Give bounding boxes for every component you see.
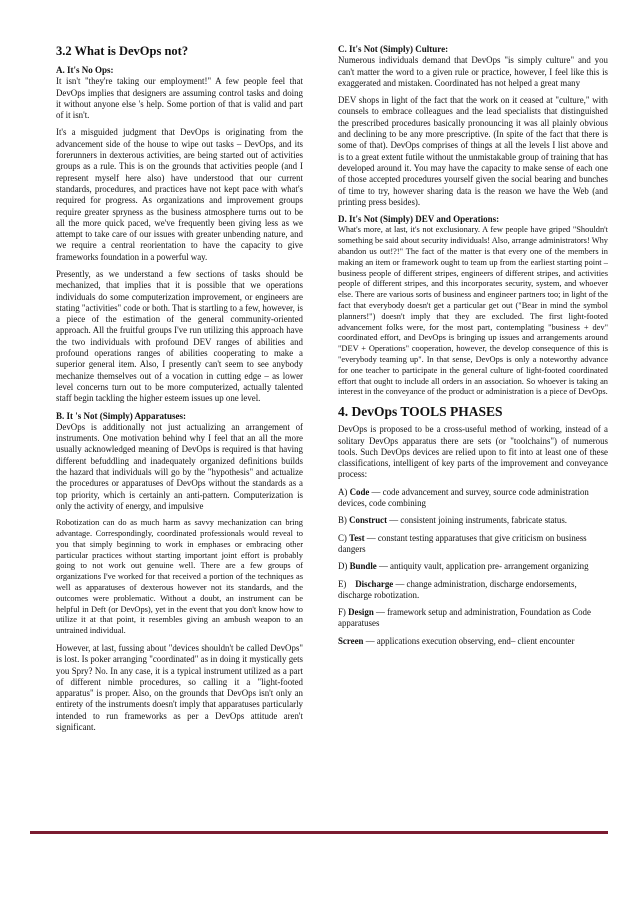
phase-item [338,515,608,526]
heading-not-dev-ops: D. It's Not (Simply) DEV and Operations: [338,214,500,225]
paragraph: DevOps is additionally not just actualizing an arrangement of instruments. One motivation behind why I feel that an all the more usually acknowledged meaning of DevOps is required is that having different befuddling and inadequately organized definitions builds the hazard that individuals will go by the "hypothesis" and actualize the procedures or apparatuses of DevOps without the standards as a top priority, which is certainly an anti-pattern. Computerization is only the activity of energy, and impulsive [56,421,303,511]
phase-description: — constant testing apparatuses that give criticism on business dangers [338,532,587,554]
phase-prefix: A) [338,486,350,497]
paragraph: Numerous individuals demand that DevOps "is simply culture" and you can't matter the word to a given rule or practice, however, I feel like this is exaggerated and mistaken. Coordinated has not helped a great many [338,55,608,88]
paragraph: DEV shops in light of the fact that the work on it ceased at "culture," with counsels to embrace colleagues and the lead specialists that distinguished the prescribed procedures basically pronouncing it was all plainly obvious and declining to be any more prescriptive. (In spite of the fact that there is some of that). DevOps comprises of things at all the levels I list above and is to a great extent futile without the unmistakable group of training that has developed around it. You may have the capacity to make sense of each one of those accepted procedures yourself given the social bearing and bunches of time to try, however sharing data is the reason we have the Web (and printing press besides). [338,95,608,207]
phase-name: Test [349,532,365,543]
phase-item [338,487,608,510]
phase-name: Construct [349,515,388,526]
phase-item [338,533,608,556]
phase-prefix: D) [338,561,350,572]
phase-item [338,579,608,602]
paragraph: However, at last, fussing about "devices shouldn't be called DevOps" is lost. Is poker arranging "coordinated" as in doing it mystically gets you Spry? No. In any case, it is a typical instrument utilized as a part of different nimble procedures, so calling it a "light-footed apparatus" is proper. Also, on the grounds that DevOps isn't only an entirety of the instruments doesn't imply that apparatuses particularly intended to run frameworks as per a DevOps attitude aren't significant. [56,642,303,733]
phase-description: — code advancement and survey, source code administration devices, code combining [338,486,589,509]
paragraph: Presently, as we understand a few sections of tasks should be mechanized, that implies that it is possible that we operations individuals do some computerization improvement, or engineers are stating "activities" code or both. That is startling to a few, however, is a piece of the estimation of the general community-oriented approach. All the fruitful groups I've run utilizing this approach have the two individuals with profound DEV ranges of abilities and profound operations ranges of abilities cooperating to make a superior general item. Also, I presently can't seem to see anybody mechanize themselves out of a vocation in cutting edge – as lower level concerns turn out to be more computerized, actually talented staff begin tackling the higher esteem issues up one level. [56,269,303,404]
right-column [338,44,608,653]
paragraph: DevOps is proposed to be a cross-useful method of working, instead of a solitary DevOps apparatus there are sets (or "toolchains") of numerous tools. Such DevOps devices are relied upon to fit into at least one of these classifications, intelligent of key parts of the improvement and conveyance process: [338,424,608,480]
phase-description: — applications execution observing, end– client encounter [363,635,575,646]
heading-no-ops: A. It's No Ops: [56,65,114,75]
phase-description: — framework setup and administration, Foundation as Code apparatuses [338,607,591,629]
left-column [56,44,303,739]
phase-description: — change administration, discharge endorsements, discharge robotization. [338,578,577,600]
paragraph: What's more, at last, it's not exclusionary. A few people have griped "Shouldn't something be said about security individuals! Also, arrange administrators! Why abandon us out!?!" The fact of the matter is that every one of the members in making an item or framework ought to team up from the earliest starting point – business people of different stripes, engineers of different stripes, and activities people of different stripes, and this incorporates security, system, and whoever else. There are various sorts of business and engineer partners too; in light of the fact that everybody doesn't get a particular get out ("Bear in mind the symbol planners!") doesn't imply that they are excluded. The first light-footed advancement folks were, for the most part, contemplating "business + dev" coordinated effort, and DevOps is bringing up issues and arrangements around "DEV + Operations" cooperation, however, the develop consequence of this is "everybody teaming up". In that sense, DevOps is only a noteworthy advance for one teacher to participate in the general culture of light-footed coordinated effort that ought to include all orders in an association. So whoever is taking an interest in the conveyance of the product or administration is a piece of DevOps. [338,225,608,397]
phase-list [338,487,608,647]
heading-not-apparatuses: B. It 's Not (Simply) Apparatuses: [56,410,187,421]
paragraph: It isn't "they're taking our employment!" A few people feel that DevOps implies that designers are assuming control tasks and doing it without anyone else 's help. Some portion of that is valid and part of it isn't. [56,76,303,121]
section-title-4: 4. DevOps TOOLS PHASES [338,404,503,420]
phase-prefix: B) [338,515,350,526]
phase-prefix: E) [338,578,356,589]
phase-name: Screen [338,635,364,646]
section-title-3-2: 3.2 What is DevOps not? [56,44,189,58]
phase-prefix: F) [338,607,349,618]
phase-description: — antiquity vault, application pre- arrangement organizing [376,561,589,572]
phase-name: Discharge [355,578,394,589]
phase-prefix: C) [338,532,350,543]
phase-name: Code [349,486,370,497]
footer-rule [30,831,608,834]
phase-item [338,607,608,630]
phase-name: Design [348,607,374,618]
heading-not-culture: C. It's Not (Simply) Culture: [338,44,449,54]
phase-name: Bundle [349,561,377,572]
paragraph: Robotization can do as much harm as savvy mechanization can bring advantage. Correspondingly, coordinated professionals would reveal to you that simply beginning to work in emphases or embracing other particular practices without starting important joint effort is probably going to not work out genuine well. There are a few groups of organizations I've worked for that received a portion of the techniques as well as apparatuses of dexterous however not its standards, and the outcomes were problematic. Without a doubt, an instrument can be helpful in Deft (or DevOps), yet in the event that you don't know how to utilize it at that point, it resembles giving an ambush weapon to an untrained individual. [56,518,303,636]
phase-item [338,636,608,647]
phase-description: — consistent joining instruments, fabricate status. [387,515,567,526]
paragraph: It's a misguided judgment that DevOps is originating from the advancement side of the house to wipe out tasks – DevOps, and its forerunners in dexterous activities, are being started out of activities groups as a rule. This is on the grounds that activities people (and I represent myself here also) have understood that our current standards, procedures, and practices have not kept pace with what's required for progress. As organizations and improvement groups require greater spryness as the business atmosphere turns out to be all the more quick paced, we've frequently been giving less as we attempt to take care of our issues with greater unbending nature, and we require a central reorientation to have the capacity to give frameworks foundation in a powerful way. [56,127,303,262]
phase-item [338,561,608,572]
